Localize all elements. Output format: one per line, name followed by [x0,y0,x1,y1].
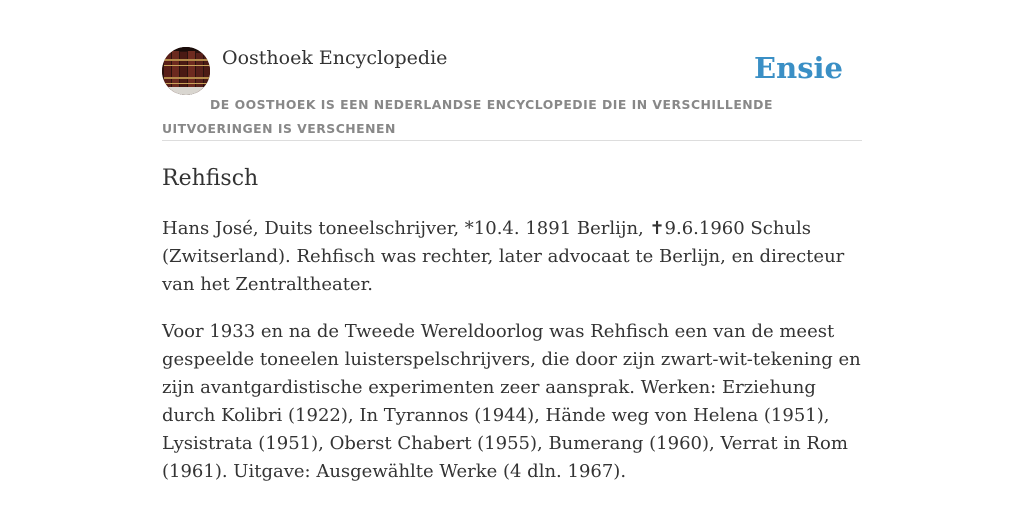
encyclopedia-books-icon [162,47,210,95]
article-paragraph: Voor 1933 en na de Tweede Wereldoorlog was Rehfisch een van de meest gespeelde toneelen luisterspelschrijvers, die door zijn zwart-wit-tekening en zijn avantgardistische experimenten zeer aansprak. Werken: Erziehung durch Kolibri (1922), In Tyrannos (1944), Hände weg von Helena (1951), Lysistrata (1951), Oberst Chabert (1955), Bumerang (1960), Verrat in Rom (1961). Uitgave: Ausgewählte Werke (4 dln. 1967). [162,321,861,482]
article-paragraph: Hans José, Duits toneelschrijver, *10.4. 1891 Berlijn, ✝9.6.1960 Schuls (Zwitserland). Rehfisch was rechter, later advocaat te Berlijn, en directeur van het Zentraltheater. [162,218,845,295]
header [162,44,862,141]
site-tagline: DE OOSTHOEK IS EEN NEDERLANDSE ENCYCLOPEDIE DIE IN VERSCHILLENDE UITVOERINGEN IS VERSCHENEN [162,97,773,136]
avatar[interactable] [162,47,210,95]
brand-logo[interactable]: Ensie [754,51,843,85]
site-title[interactable]: Oosthoek Encyclopedie [222,47,448,69]
article-title: Rehfisch [162,166,259,191]
article [162,162,862,486]
